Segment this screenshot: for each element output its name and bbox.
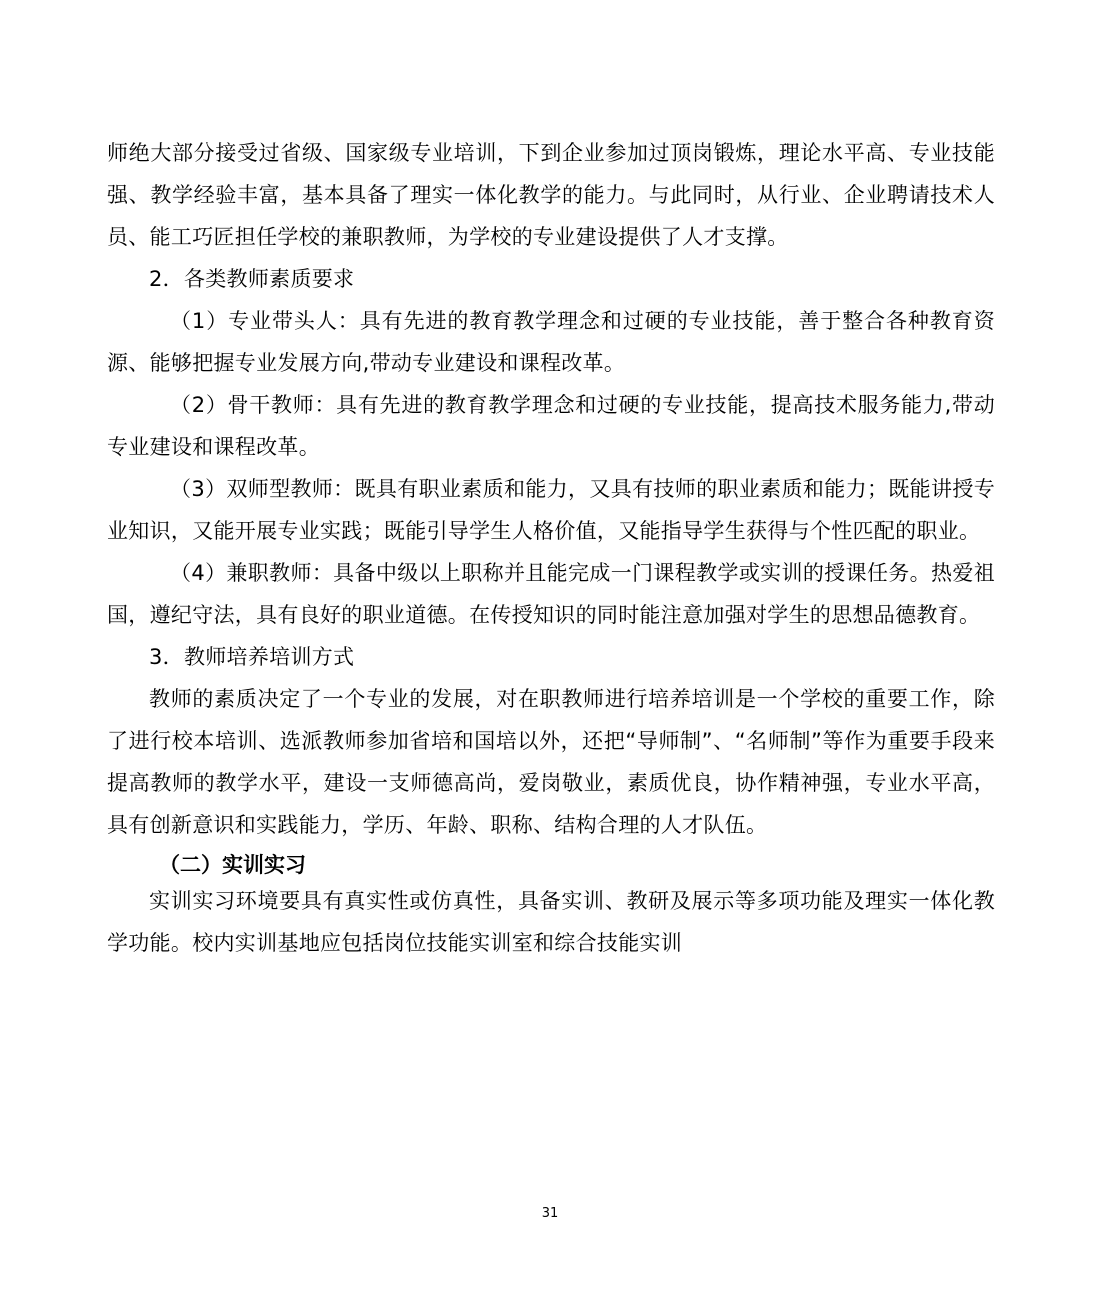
subheading-teacher-requirements: 2．各类教师素质要求	[149, 267, 355, 291]
paragraph-practical-training: 实训实习环境要具有真实性或仿真性，具备实训、教研及展示等多项功能及理实一体化教学功能。校内实训基地应包括岗位技能实训室和综合技能实训	[107, 889, 995, 955]
document-body	[107, 132, 995, 964]
paragraph-dual-teacher: （3）双师型教师：既具有职业素质和能力，又具有技师的职业素质和能力；既能讲授专业知识，又能开展专业实践；既能引导学生人格价值，又能指导学生获得与个性匹配的职业。	[107, 477, 995, 543]
paragraph-core-teacher: （2）骨干教师：具有先进的教育教学理念和过硬的专业技能，提高技术服务能力,带动专业建设和课程改革。	[107, 393, 995, 459]
section-heading-practical-training: （二）实训实习	[159, 853, 306, 877]
paragraph-continued: 师绝大部分接受过省级、国家级专业培训，下到企业参加过顶岗锻炼，理论水平高、专业技能强、教学经验丰富，基本具备了理实一体化教学的能力。与此同时，从行业、企业聘请技术人员、能工巧匠担任学校的兼职教师，为学校的专业建设提供了人才支撑。	[107, 141, 995, 249]
paragraph-training-methods: 教师的素质决定了一个专业的发展，对在职教师进行培养培训是一个学校的重要工作，除了进行校本培训、选派教师参加省培和国培以外，还把“导师制”、“名师制”等作为重要手段来提高教师的教学水平，建设一支师德高尚，爱岗敬业，素质优良，协作精神强，专业水平高，具有创新意识和实践能力，学历、年龄、职称、结构合理的人才队伍。	[107, 687, 995, 837]
paragraph-lead-teacher: （1）专业带头人：具有先进的教育教学理念和过硬的专业技能，善于整合各种教育资源、能够把握专业发展方向,带动专业建设和课程改革。	[107, 309, 995, 375]
page-number: 31	[541, 1206, 559, 1221]
paragraph-parttime-teacher: （4）兼职教师：具备中级以上职称并且能完成一门课程教学或实训的授课任务。热爱祖国，遵纪守法，具有良好的职业道德。在传授知识的同时能注意加强对学生的思想品德教育。	[107, 561, 995, 627]
subheading-training-methods: 3．教师培养培训方式	[149, 645, 355, 669]
